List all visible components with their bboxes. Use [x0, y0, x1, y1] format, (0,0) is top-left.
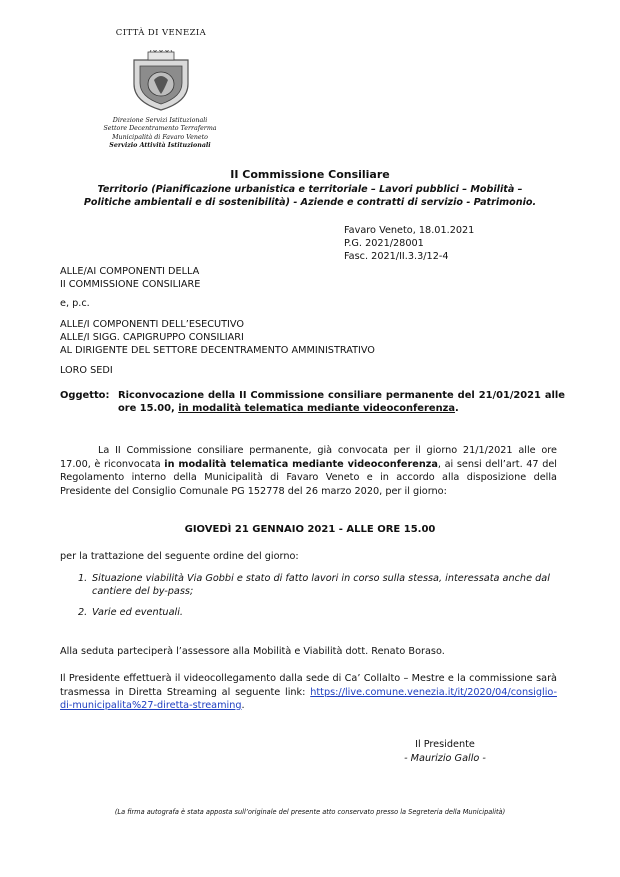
agenda-text: Varie ed eventuali.	[92, 607, 183, 618]
commission-topics	[40, 183, 580, 209]
streaming-link[interactable]: https://live.comune.venezia.it/it/2020/04/consiglio-di-municipalita%27-diretta-streaming	[60, 686, 557, 711]
meeting-date: GIOVEDÌ 21 GENNAIO 2021 - ALLE ORE 15.00	[184, 524, 436, 535]
agenda-text: Situazione viabilità Via Gobbi e stato di fatto lavori in corso sulla stessa, interessata anche dal cantiere del by-pass;	[92, 573, 550, 597]
cc-recipients	[60, 318, 375, 357]
reference-block	[344, 224, 474, 263]
signature-block	[380, 738, 510, 766]
city-name: CITTÀ DI VENEZIA	[115, 28, 207, 38]
paragraph-text: La II Commissione consiliare permanente, già convocata per il giorno 21/1/2021 alle ore 17.00, è riconvocata	[60, 445, 557, 470]
office-service: Servizio Attività Istituzionali	[109, 142, 211, 150]
venice-crest-icon	[128, 50, 194, 112]
cc-label: e, p.c.	[60, 298, 90, 309]
agenda-number: 2.	[78, 607, 88, 618]
recipient-line: II COMMISSIONE CONSILIARE	[60, 279, 201, 290]
subject-text	[118, 389, 565, 415]
commission-title: II Commissione Consiliare	[230, 168, 390, 181]
signature-name: - Maurizio Gallo -	[404, 753, 486, 764]
streaming-end: .	[241, 700, 245, 711]
subject-text-main: Riconvocazione della II Commissione consiliare permanente del 21/01/2021 alle ore 15.00,	[118, 390, 565, 414]
subject-label: Oggetto:	[60, 390, 110, 401]
cc-line: AL DIRIGENTE DEL SETTORE DECENTRAMENTO AMMINISTRATIVO	[60, 345, 375, 356]
loro-sedi: LORO SEDI	[60, 365, 113, 376]
topics-line-1: Territorio (Pianificazione urbanistica e territoriale – Lavori pubblici – Mobilità –	[97, 184, 523, 195]
cc-line: ALLE/I SIGG. CAPIGRUPPO CONSILIARI	[60, 332, 244, 343]
topics-line-2: Politiche ambientali e di sostenibilità) - Aziende e contratti di servizio - Patrimonio.	[83, 197, 537, 208]
paragraph-text: , ai sensi dell’art. 47 del Regolamento interno della Municipalità di Favaro Veneto e in accordo alla disposizione della Presidente del Consiglio Comunale PG 152778 del 26 marzo 2020, per il giorno:	[60, 458, 557, 497]
streaming-text: Il Presidente effettuerà il videocollegamento dalla sede di Ca’ Collalto – Mestre e la commissione sarà trasmessa in Diretta Streaming al seguente link:	[60, 673, 557, 698]
convocation-paragraph	[60, 444, 557, 498]
paragraph-bold: in modalità telematica mediante videoconferenza	[164, 458, 438, 470]
footnote: (La firma autografa è stata apposta sull’originale del presente atto conservato presso la Segreteria della Municipalità)	[114, 808, 506, 816]
agenda-intro: per la trattazione del seguente ordine del giorno:	[60, 551, 299, 562]
signature-title: Il Presidente	[415, 739, 475, 750]
subject-text-underlined: in modalità telematica mediante videoconferenza	[178, 403, 456, 414]
recipient-line: ALLE/AI COMPONENTI DELLA	[60, 266, 200, 277]
agenda-number: 1.	[78, 573, 88, 584]
subject-text-end: .	[455, 403, 459, 414]
recipients	[60, 265, 200, 291]
streaming-paragraph	[60, 672, 557, 713]
office-line: Municipalità di Favaro Veneto	[112, 133, 208, 141]
file-reference: Fasc. 2021/II.3.3/12-4	[344, 251, 449, 262]
office-line: Direzione Servizi Istituzionali	[112, 117, 208, 124]
protocol-number: P.G. 2021/28001	[344, 238, 424, 249]
assessor-note: Alla seduta parteciperà l’assessore alla Mobilità e Viabilità dott. Renato Boraso.	[60, 646, 445, 657]
office-block	[60, 117, 260, 151]
office-line: Settore Decentramento Terraferma	[103, 125, 217, 133]
cc-line: ALLE/I COMPONENTI DELL’ESECUTIVO	[60, 319, 244, 330]
place-date: Favaro Veneto, 18.01.2021	[344, 225, 475, 236]
